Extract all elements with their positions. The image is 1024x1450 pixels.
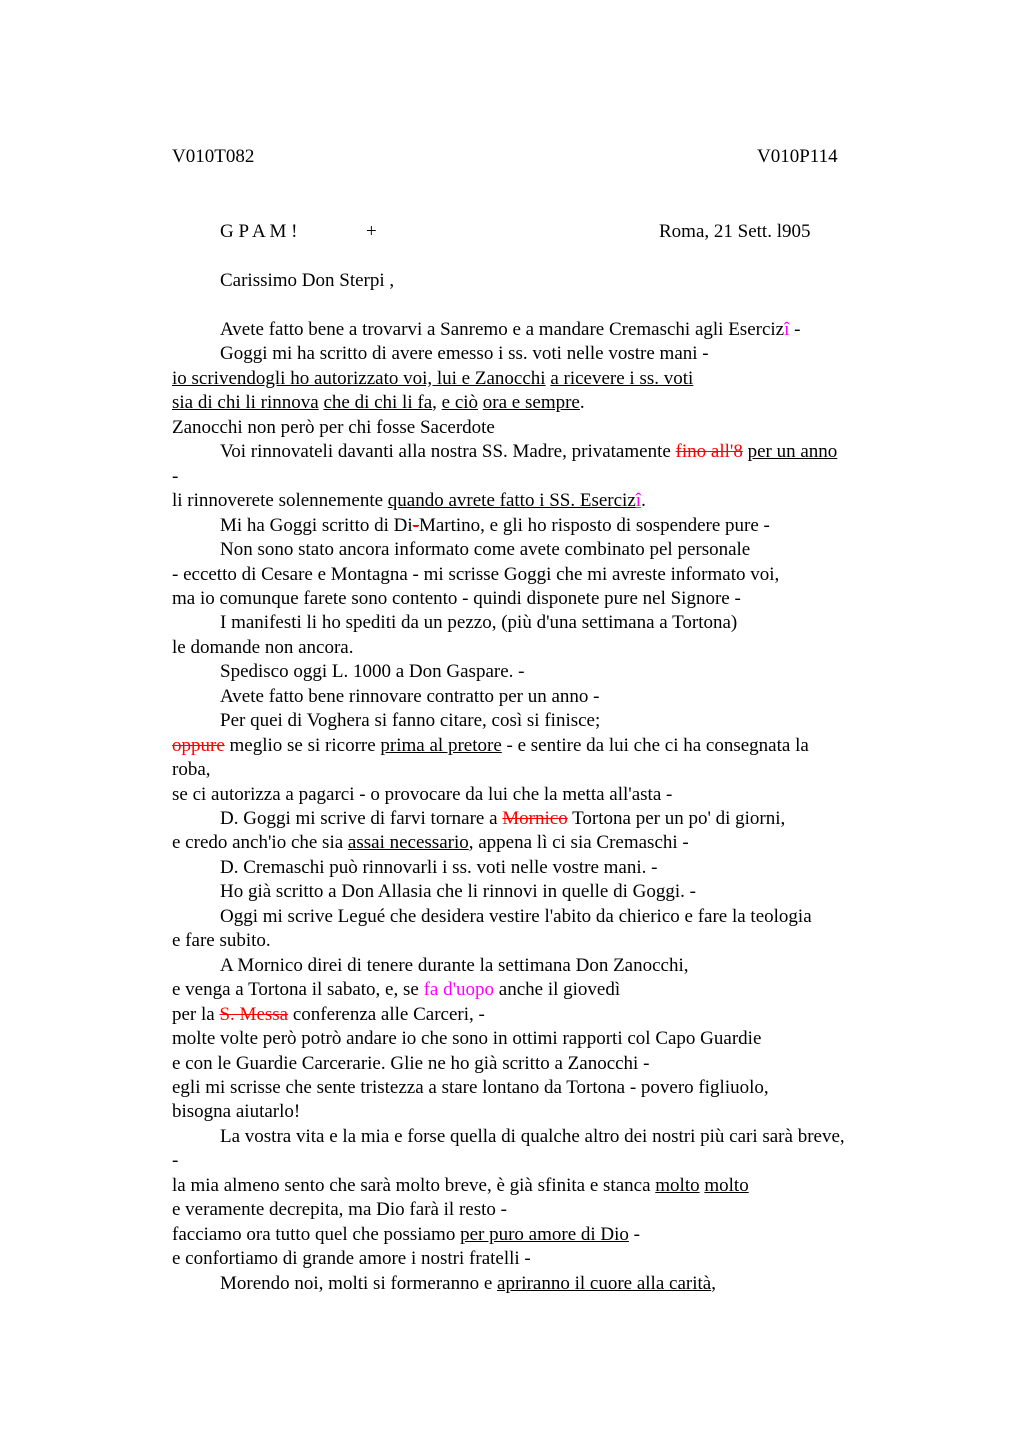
deleted-text: S. Messa	[219, 1003, 289, 1025]
letter-line	[220, 612, 737, 634]
text-segment: li rinnoverete solennemente	[172, 490, 388, 512]
text-segment: Avete fatto bene rinnovare contratto per un anno -	[220, 685, 600, 707]
cross-symbol: +	[366, 221, 377, 242]
text-segment: - e sentire da lui che ci ha consegnata la	[501, 734, 809, 756]
letter-line	[172, 1175, 749, 1197]
text-segment: .	[579, 392, 585, 414]
text-segment: Zanocchi non però per chi fosse Sacerdote	[172, 416, 495, 438]
letterhead-motto: G P A M !	[220, 221, 298, 242]
text-segment: I manifesti li ho spediti da un pezzo, (più d'una settimana a Tortona)	[220, 612, 738, 634]
letter-line	[172, 637, 353, 659]
text-segment: egli mi scrisse che sente tristezza a stare lontano da Tortona - povero figliuolo,	[172, 1076, 769, 1098]
text-segment: e con le Guardie Carcerarie. Glie ne ho già scritto a Zanocchi -	[172, 1052, 650, 1074]
letter-line	[220, 710, 600, 732]
letter-line	[220, 539, 750, 561]
text-segment: , appena lì ci sia Cremaschi -	[468, 832, 689, 854]
letter-line	[172, 588, 741, 610]
letter-line	[172, 417, 495, 439]
text-segment: Avete fatto bene a trovarvi a Sanremo e a mandare Cremaschi agli Eserciz	[220, 319, 785, 340]
letter-line	[220, 808, 785, 830]
underlined-text: sia di chi li rinnova	[172, 392, 319, 414]
text-segment: Tortona per un po' di giorni,	[567, 808, 786, 829]
letter-line	[172, 759, 211, 781]
text-segment: D. Goggi mi scrive di farvi tornare a	[220, 808, 503, 829]
text-segment: meglio se si ricorre	[224, 734, 381, 756]
text-segment: -	[628, 1223, 640, 1245]
text-segment: se ci autorizza a pagarci - o provocare da lui che la metta all'asta -	[172, 783, 673, 805]
letter-line	[172, 1101, 300, 1123]
letter-line	[172, 564, 779, 586]
underlined-text: molto	[655, 1174, 700, 1196]
underlined-text: apriranno il cuore alla carità	[497, 1272, 712, 1294]
letter-line	[172, 1004, 485, 1026]
letter-line	[172, 930, 271, 952]
underlined-text: e ciò	[441, 392, 479, 414]
letter-line	[220, 1126, 845, 1148]
letter-line	[172, 1224, 640, 1246]
underlined-text: a ricevere i ss. voti	[550, 367, 694, 389]
letter-line	[220, 343, 709, 365]
text-segment: A Mornico direi di tenere durante la settimana Don Zanocchi,	[220, 954, 689, 976]
inserted-text: î	[635, 490, 642, 512]
place-date: Roma, 21 Sett. l905	[659, 221, 811, 242]
letter-line	[172, 1077, 769, 1099]
underlined-text: per un anno	[747, 441, 838, 463]
underlined-text: quando avrete fatto i SS. Eserciz	[387, 490, 636, 512]
text-segment: le domande non ancora.	[172, 636, 354, 658]
text-segment: per la	[172, 1003, 220, 1025]
text-segment: -	[172, 465, 179, 487]
text-segment: facciamo ora tutto quel che possiamo	[172, 1223, 461, 1245]
text-segment: Mi ha Goggi scritto di Di	[220, 514, 413, 536]
letter-line	[172, 1053, 649, 1075]
text-segment: Oggi mi scrive Legué che desidera vestire l'abito da chierico e fare la teologia	[220, 905, 812, 927]
text-segment: Per quei di Voghera si fanno citare, così si finisce;	[220, 710, 601, 732]
text-segment: e venga a Tortona il sabato, e, se	[172, 979, 424, 1001]
text-segment: La vostra vita e la mia e forse quella di qualche altro dei nostri più cari sarà breve,	[220, 1125, 845, 1147]
letter-line	[172, 392, 585, 414]
text-segment: e confortiamo di grande amore i nostri fratelli -	[172, 1248, 531, 1270]
underlined-text: assai necessario	[347, 832, 469, 854]
letter-line	[220, 319, 800, 341]
text-segment: la mia almeno sento che sarà molto breve, è già sfinita e stanca	[172, 1174, 656, 1196]
letter-line	[172, 490, 646, 512]
deleted-text: Mornico	[502, 808, 568, 829]
deleted-text: -	[412, 514, 419, 536]
text-segment: ,	[711, 1272, 716, 1294]
letter-line	[220, 857, 657, 879]
letter-line	[220, 441, 837, 463]
letter-line	[220, 515, 770, 537]
text-segment: anche il giovedì	[494, 979, 621, 1001]
text-segment: Spedisco oggi L. 1000 a Don Gaspare. -	[220, 661, 525, 683]
text-segment: Voi rinnovateli davanti alla nostra SS. Madre, privatamente	[220, 441, 676, 463]
letter-line	[172, 784, 672, 806]
text-segment: e veramente decrepita, ma Dio farà il resto -	[172, 1199, 507, 1221]
text-segment: Morendo noi, molti si formeranno e	[220, 1272, 498, 1294]
text-segment: Goggi mi ha scritto di avere emesso i ss. voti nelle vostre mani -	[220, 343, 709, 365]
text-segment: e fare subito.	[172, 930, 271, 952]
text-segment: bisogna aiutarlo!	[172, 1101, 301, 1123]
letter-line	[172, 1150, 178, 1172]
letter-line	[220, 881, 696, 903]
letter-line	[172, 368, 693, 390]
letter-line	[172, 1028, 761, 1050]
text-segment: e credo anch'io che sia	[172, 832, 348, 854]
text-segment: D. Cremaschi può rinnovarli i ss. voti nelle vostre mani. -	[220, 856, 658, 878]
text-segment: molte volte però potrò andare io che sono in ottimi rapporti col Capo Guardie	[172, 1028, 762, 1049]
text-segment: -	[789, 319, 801, 340]
salutation: Carissimo Don Sterpi ,	[220, 270, 395, 291]
underlined-text: ora e sempre	[482, 392, 580, 414]
underlined-text: io scrivendogli ho autorizzato voi, lui e Zanocchi	[172, 367, 546, 389]
underlined-text: per puro amore di Dio	[460, 1223, 629, 1245]
letter-line	[172, 1248, 531, 1270]
document-code-left: V010T082	[172, 146, 255, 167]
underlined-text: molto	[704, 1174, 749, 1196]
text-segment: ma io comunque farete sono contento - quindi disponete pure nel Signore -	[172, 588, 741, 609]
inserted-text: î	[784, 319, 790, 340]
letter-line	[172, 735, 809, 757]
letter-line	[172, 466, 178, 488]
document-code-right: V010P114	[757, 146, 838, 167]
letter-line	[172, 1199, 507, 1221]
text-segment: roba,	[172, 759, 211, 781]
letter-line	[220, 686, 600, 708]
inserted-text: fa d'uopo	[423, 979, 495, 1001]
text-segment: ,	[432, 392, 442, 414]
text-segment: - eccetto di Cesare e Montagna - mi scrisse Goggi che mi avreste informato voi,	[172, 563, 780, 585]
text-segment: -	[172, 1150, 179, 1172]
deleted-text: oppure	[172, 734, 225, 756]
text-segment: Ho già scritto a Don Allasia che li rinnovi in quelle di Goggi. -	[220, 881, 696, 903]
letter-line	[172, 979, 620, 1001]
letter-line	[220, 661, 524, 683]
letter-line	[172, 832, 689, 854]
text-segment: Non sono stato ancora informato come avete combinato pel personale	[220, 539, 751, 560]
underlined-text: prima al pretore	[380, 734, 502, 756]
deleted-text: fino all'8	[675, 441, 743, 463]
text-segment: Martino, e gli ho risposto di sospendere pure -	[418, 514, 770, 536]
letter-line	[220, 906, 812, 928]
text-segment: conferenza alle Carceri, -	[288, 1003, 485, 1025]
letter-line	[220, 955, 689, 977]
letter-line	[220, 1273, 716, 1295]
text-segment: .	[641, 490, 646, 512]
underlined-text: che di chi li fa	[323, 392, 433, 414]
